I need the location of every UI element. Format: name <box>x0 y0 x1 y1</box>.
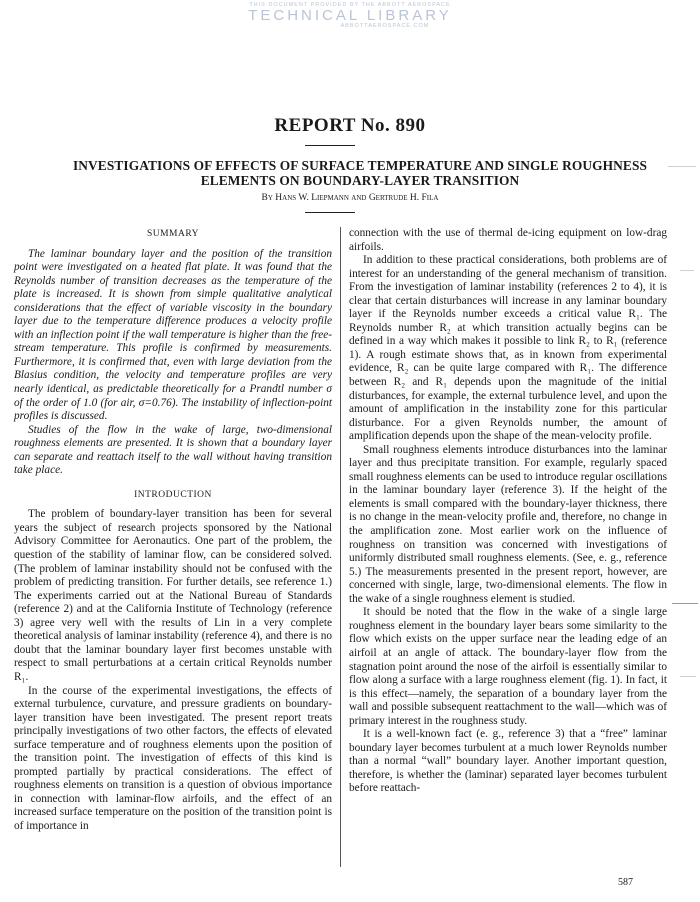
summary-heading: SUMMARY <box>146 229 200 239</box>
margin-mark <box>680 676 696 677</box>
report-number: REPORT No. 890 <box>274 115 426 136</box>
intro-paragraph: It should be noted that the flow in the wake of a single large roughness element in the boundary layer bears some similarity to the flow which exists on the upper surface near the leading edge of an airfoil at an angle of attack. The boundary-layer flow from the stagnation point around the nose of the airfoil is essentially similar to flow along a surface with a large roughness element (fig. 1). In fact, it is this effect—namely, the separation of a boundary layer from the wall and possible subsequent reattachment to the wall—which was of primary interest in the roughness study. <box>349 606 667 727</box>
margin-mark <box>680 270 694 271</box>
title-line-1: INVESTIGATIONS OF EFFECTS OF SURFACE TEMPERATURE AND SINGLE ROUGHNESS <box>72 158 648 173</box>
summary-paragraph: Studies of the flow in the wake of large, two-dimensional roughness elements are presented. It is shown that a boundary layer can separate and reattach itself to the wall without having transition take place. <box>14 423 332 477</box>
right-column <box>349 227 667 796</box>
intro-paragraph: The problem of boundary-layer transition has been for several years the subject of research projects sponsored by the National Advisory Committee for Aeronautics. One part of the problem, the question of the stability of laminar flow, can be considered solved. (The problem of laminar instability should not be confused with the problem of predicting transition. For further details, see reference 1.) The experiments carried out at the National Bureau of Standards (reference 2) and at the California Institute of Technology (reference 3) agree very well with the results of Lin in a very complete theoretical analysis of laminar instability (reference 4), and there is no doubt that the laminar boundary layer first becomes unstable with respect to small perturbations at a certain critical Reynolds number R₁. <box>14 508 332 683</box>
column-divider <box>340 227 341 867</box>
intro-paragraph: Small roughness elements introduce disturbances into the laminar layer and thus precipitate transition. For example, regularly spaced small roughness elements can be used to introduce regular oscillations in the laminar boundary layer (reference 3). If the height of the elements is small compared with the boundary-layer thickness, there is no change in the mean-velocity profile and, therefore, no change in the amplification zone. Most earlier work on the influence of roughness on transition was concerned with investigations of uniformly distributed small roughness elements. (See, e. g., reference 5.) The measurements presented in the present report, however, are concerned with single, large, two-dimensional elements. The flow in the wake of a single roughness element is studied. <box>349 443 667 605</box>
title-rule-top <box>305 145 355 146</box>
introduction-heading: INTRODUCTION <box>134 489 212 500</box>
intro-continuation: connection with the use of thermal de-icing equipment on low-drag airfoils. <box>349 227 667 253</box>
title-line-2: ELEMENTS ON BOUNDARY-LAYER TRANSITION <box>200 173 520 188</box>
paper-title <box>40 158 680 188</box>
margin-mark <box>672 603 698 604</box>
page-number: 587 <box>618 877 633 888</box>
margin-mark <box>668 166 696 167</box>
intro-paragraph: In addition to these practical considerations, both problems are of interest for an understanding of the general mechanism of transition. From the investigation of laminar instability (references 2 to 4), it is clear that certain disturbances will increase in any laminar boundary layer if the Reynolds number exceeds a critical value R₁. The Reynolds number R₂ at which transition actually begins can be defined in a way which makes it possible to link R₂ to R₁ (reference 1). A rough estimate shows that, as in known from experimental evidence, R₂ can be quite large compared with R₁. The difference between R₂ and R₁ depends upon the magnitude of the initial disturbances, for example, the external turbulence level, and upon the amount of amplification in the instability zone for this particular disturbance. For a given Reynolds number, the amount of amplification depends upon the shape of the mean-velocity profile. <box>349 254 667 443</box>
watermark-main: TECHNICAL LIBRARY <box>248 7 452 24</box>
authors: By Hans W. Liepmann and Gertrude H. Fila <box>261 193 439 203</box>
intro-paragraph: In the course of the experimental investigations, the effects of external turbulence, curvature, and pressure gradients on boundary-layer transition have been investigated. The present report treats principally investigations of two other factors, the effects of elevated surface temperature and of roughness elements upon the position of the transition point. The investigation of effects of this kind is prompted partially by practical considerations. The effect of roughness elements on transition is a question of obvious importance in connection with laminar-flow airfoils, and the effect of an increased surface temperature on the position of the transition point is of importance in <box>14 684 332 832</box>
title-rule-bottom <box>305 212 355 213</box>
watermark-sub: ABBOTTAEROSPACE.COM <box>340 23 430 29</box>
watermark-top: THIS DOCUMENT PROVIDED BY THE ABBOTT AEROSPACE <box>249 2 451 8</box>
summary-paragraph: The laminar boundary layer and the position of the transition point were investigated on a heated flat plate. It was found that the Reynolds number of transition decreases as the temperature of the plate is increased. It is shown from simple qualitative analytical considerations that the effect of variable viscosity in the boundary layer due to the temperature difference produces a velocity profile with an inflection point if the wall temperature is higher than the free-stream temperature. This profile is confirmed by measurements. Furthermore, it is confirmed that, even with large deviation from the Blasius condition, the velocity and temperature profiles are very nearly identical, as predictable theoretically for a Prandtl number σ of the order of 1.0 (for air, σ=0.76). The instability of inflection-point profiles is discussed. <box>14 247 332 423</box>
intro-paragraph: It is a well-known fact (e. g., reference 3) that a “free” laminar boundary layer becomes turbulent at a much lower Reynolds number than a normal “wall” boundary layer. Another important question, therefore, is whether the (laminar) separated layer becomes turbulent before reattach- <box>349 728 667 795</box>
watermark <box>0 2 700 29</box>
left-column <box>14 227 332 834</box>
